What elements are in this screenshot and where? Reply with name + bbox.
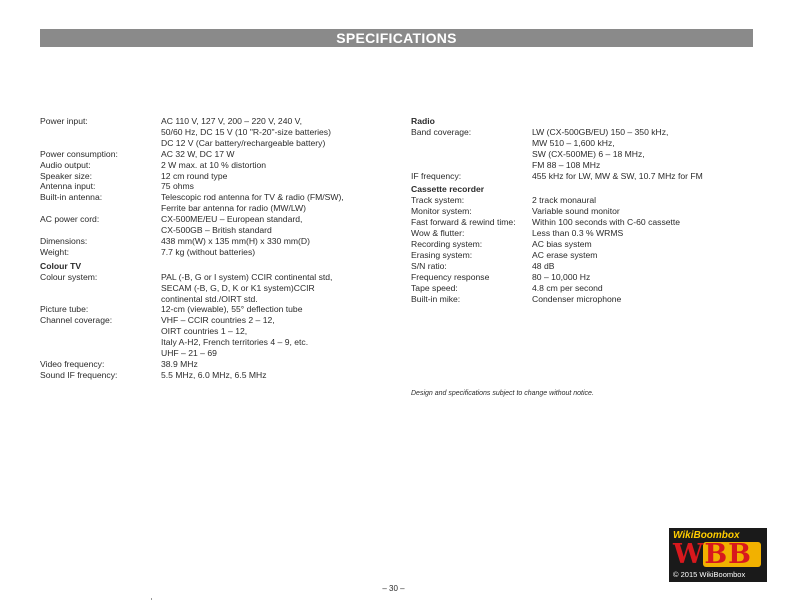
spec-label: IF frequency: [411,170,462,181]
spec-value [161,149,380,160]
spec-value [161,304,380,315]
spec-value-line: OIRT countries 1 – 12, [161,326,248,337]
spec-label: Sound IF frequency: [40,369,118,380]
spec-value-line: continental std./OIRT std. [161,293,258,304]
spec-value-line: Ferrite bar antenna for radio (MW/LW) [161,203,307,214]
spec-value-line: PAL (-B, G or I system) CCIR continental std, [161,271,333,282]
spec-value [532,239,741,250]
spec-label: Speaker size: [40,170,93,181]
spec-label: Recording system: [411,238,483,249]
spec-label: Fast forward & rewind time: [411,217,516,228]
cassette-heading: Cassette recorder [411,184,485,195]
spec-row [411,127,741,171]
spec-label: AC power cord: [40,214,100,225]
spec-value-line: DC 12 V (Car battery/rechargeable battery) [161,137,326,148]
general-specs [40,116,380,258]
spec-row [411,228,741,239]
spec-value-line: CX-500ME/EU – European standard, [161,214,303,225]
spec-label: Channel coverage: [40,315,113,326]
scan-speck [151,598,152,600]
spec-label: Dimensions: [40,235,88,246]
spec-row [40,160,380,171]
spec-value-line: Condenser microphone [532,293,622,304]
spec-value [532,228,741,239]
spec-label: Power input: [40,116,88,126]
spec-value-line: CX-500GB – British standard [161,225,272,236]
spec-label: Band coverage: [411,126,472,137]
spec-value [161,116,380,149]
spec-value-line: 38.9 MHz [161,358,198,369]
spec-value-line: FM 88 – 108 MHz [532,159,601,170]
spec-label: Track system: [411,195,465,206]
spec-value-line: 12 cm round type [161,170,228,181]
colour-tv-specs [40,272,380,381]
spec-value [161,359,380,370]
spec-label: Monitor system: [411,206,472,217]
spec-label: Video frequency: [40,358,105,369]
spec-row [411,195,741,206]
spec-row [40,214,380,236]
spec-value [161,192,380,214]
colour-tv-heading: Colour TV [40,260,82,271]
spec-value [532,206,741,217]
spec-label: Frequency response [411,271,490,282]
spec-row [411,283,741,294]
spec-label: S/N ratio: [411,260,447,271]
spec-value [532,195,741,206]
spec-value-line: VHF – CCIR countries 2 – 12, [161,315,275,326]
spec-value [532,272,741,283]
spec-value-line: 2 W max. at 10 % distortion [161,159,267,170]
spec-value-line: Within 100 seconds with C-60 cassette [532,217,681,228]
spec-value [532,261,741,272]
spec-label: Erasing system: [411,249,473,260]
spec-value [161,236,380,247]
spec-row [40,192,380,214]
spec-row [40,315,380,359]
spec-value-line: 50/60 Hz, DC 15 V (10 "R-20"-size batteries) [161,126,331,137]
spec-label: Audio output: [40,159,91,170]
spec-value [532,171,741,182]
spec-value [161,315,380,359]
spec-row [411,217,741,228]
right-column [411,116,741,304]
spec-label: Tape speed: [411,282,458,293]
radio-specs [411,127,741,182]
spec-value-line: 4.8 cm per second [532,282,603,293]
logo-mark: WBB [673,539,752,570]
spec-row [40,370,380,381]
spec-value-line: 48 dB [532,260,555,271]
spec-row [40,272,380,305]
spec-value [532,217,741,228]
spec-value-line: AC erase system [532,249,598,260]
spec-label: Power consumption: [40,148,118,159]
spec-row [40,247,380,258]
spec-row [411,239,741,250]
spec-row [40,236,380,247]
spec-row [40,171,380,182]
cassette-specs [411,195,741,304]
spec-value-line: 7.7 kg (without batteries) [161,246,256,257]
spec-value-line: Telescopic rod antenna for TV & radio (FM/SW), [161,192,344,203]
spec-row [40,304,380,315]
spec-value-line: 455 kHz for LW, MW & SW, 10.7 MHz for FM [532,170,703,181]
wikiboombox-logo [669,528,767,582]
logo-site-name: WikiBoombox [673,530,740,541]
spec-value-line: Variable sound monitor [532,206,620,217]
spec-label: Wow & flutter: [411,228,465,239]
spec-row [40,181,380,192]
spec-label: Antenna input: [40,181,96,192]
spec-row [411,261,741,272]
page-title: SPECIFICATIONS [336,30,457,46]
spec-value-line: AC 110 V, 127 V, 200 – 220 V, 240 V, [161,116,302,126]
spec-value-line: AC 32 W, DC 17 W [161,148,235,159]
spec-label: Picture tube: [40,304,89,315]
spec-row [411,272,741,283]
spec-row [411,250,741,261]
spec-value-line: Italy A-H2, French territories 4 – 9, etc. [161,337,309,348]
title-banner [40,29,753,47]
spec-value-line: 438 mm(W) x 135 mm(H) x 330 mm(D) [161,235,310,246]
spec-value [532,283,741,294]
spec-row [40,149,380,160]
spec-value-line: 80 – 10,000 Hz [532,271,591,282]
spec-value-line: SW (CX-500ME) 6 – 18 MHz, [532,148,645,159]
spec-value [161,181,380,192]
radio-heading: Radio [411,116,435,126]
page-number: – 30 – [382,584,405,593]
spec-row [411,206,741,217]
left-column [40,116,380,381]
spec-value-line: 2 track monaural [532,195,597,206]
change-notice: Design and specifications subject to change without notice. [411,390,594,397]
spec-row [40,116,380,149]
spec-label: Built-in antenna: [40,192,103,203]
spec-value-line: 75 ohms [161,181,194,192]
spec-row [411,294,741,305]
spec-value-line: UHF – 21 – 69 [161,348,217,359]
spec-value-line: SECAM (-B, G, D, K or K1 system)CCIR [161,282,315,293]
spec-value-line: Less than 0.3 % WRMS [532,228,624,239]
spec-value [532,250,741,261]
spec-value [532,294,741,305]
spec-row [40,359,380,370]
spec-label: Colour system: [40,271,98,282]
spec-value [161,171,380,182]
spec-value [161,247,380,258]
spec-value-line: 5.5 MHz, 6.0 MHz, 6.5 MHz [161,369,267,380]
spec-label: Built-in mike: [411,293,461,304]
spec-row [411,171,741,182]
spec-value-line: LW (CX-500GB/EU) 150 – 350 kHz, [532,126,669,137]
spec-value [161,272,380,305]
logo-copyright: © 2015 WikiBoombox [673,570,746,579]
spec-value [161,160,380,171]
spec-value-line: 12-cm (viewable), 55° deflection tube [161,304,303,315]
spec-value-line: AC bias system [532,238,592,249]
spec-label: Weight: [40,246,69,257]
spec-value-line: MW 510 – 1,600 kHz, [532,137,615,148]
spec-value [161,370,380,381]
spec-value [532,127,741,171]
spec-value [161,214,380,236]
